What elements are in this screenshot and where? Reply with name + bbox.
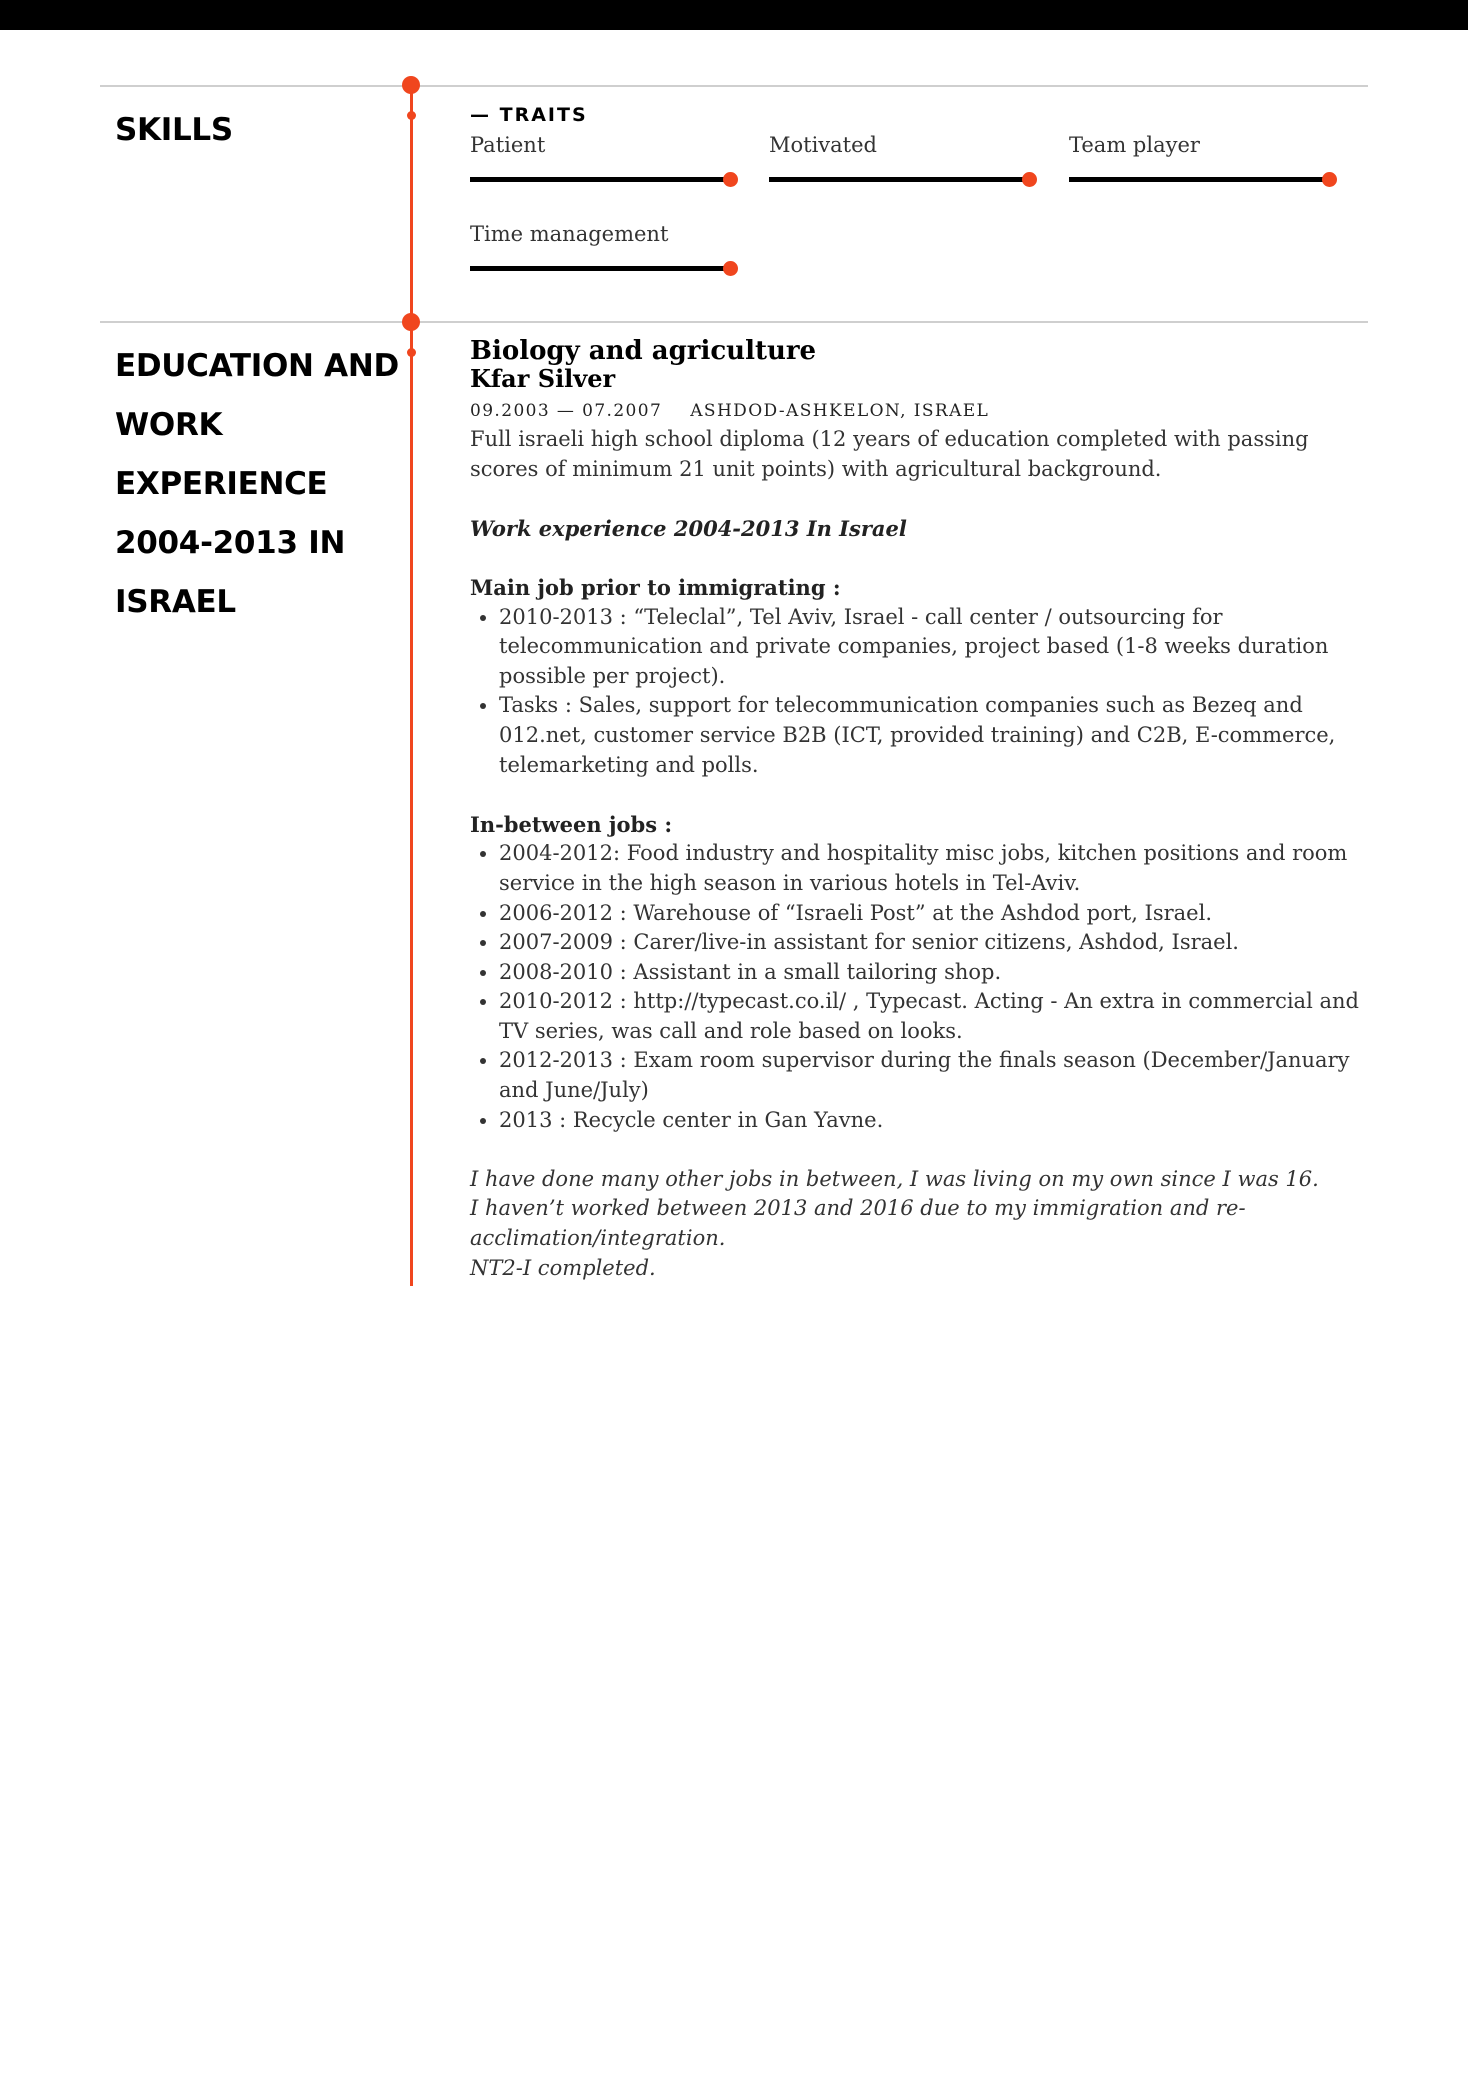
closing-note: I haven’t worked between 2013 and 2016 due to my immigration and re-acclimation/integration.	[470, 1196, 1246, 1251]
work-experience-heading: Work experience 2004-2013 In Israel	[470, 515, 907, 541]
trait-level-bar	[1069, 177, 1325, 182]
skills-heading: SKILLS	[115, 112, 233, 148]
list-item: • 2010-2012 : http://typecast.co.il/ , Typecast. Acting - An extra in commercial and TV series, was call and role based on looks.	[499, 987, 1370, 1046]
list-item: • 2004-2012: Food industry and hospitality misc jobs, kitchen positions and room service in the high season in various hotels in Tel-Aviv.	[499, 839, 1370, 898]
list-item: • 2007-2009 : Carer/live-in assistant for senior citizens, Ashdod, Israel.	[499, 928, 1370, 958]
list-item: • 2006-2012 : Warehouse of “Israeli Post” at the Ashdod port, Israel.	[499, 899, 1370, 929]
traits-label: — TRAITS	[470, 104, 588, 126]
list-item: • 2012-2013 : Exam room supervisor during the finals season (December/January and June/July)	[499, 1046, 1370, 1105]
in-between-jobs-heading: In-between jobs :	[470, 811, 673, 837]
timeline-dot-education	[402, 313, 420, 331]
education-entry	[470, 337, 1370, 1283]
entry-dates: 09.2003 — 07.2007	[470, 401, 663, 421]
degree-title: Biology and agriculture	[470, 336, 817, 366]
top-bar	[0, 0, 1468, 30]
education-description: Full israeli high school diploma (12 years of education completed with passing scores of minimum 21 unit points) with agricultural background.	[470, 427, 1309, 481]
timeline-marker-skills	[407, 111, 416, 120]
trait-name: Time management	[470, 222, 669, 246]
trait-item	[470, 222, 745, 282]
trait-level-dot	[723, 172, 738, 187]
section-divider-skills	[100, 85, 1368, 87]
in-between-jobs-list	[470, 839, 1370, 1135]
closing-note: NT2-I completed.	[470, 1255, 656, 1280]
main-job-heading: Main job prior to immigrating :	[470, 574, 841, 600]
list-item: • 2008-2010 : Assistant in a small tailoring shop.	[499, 958, 1370, 988]
education-heading: EDUCATION AND WORK EXPERIENCE 2004-2013 IN ISRAEL	[115, 348, 399, 620]
section-divider-education	[100, 321, 1368, 323]
trait-level-bar	[769, 177, 1025, 182]
entry-location: ASHDOD-ASHKELON, ISRAEL	[690, 401, 990, 421]
closing-note: I have done many other jobs in between, I was living on my own since I was 16.	[470, 1166, 1319, 1191]
trait-item	[1069, 133, 1344, 193]
trait-item	[470, 133, 745, 193]
main-job-list	[470, 603, 1370, 781]
trait-name: Motivated	[769, 133, 877, 157]
list-item: • Tasks : Sales, support for telecommunication companies such as Bezeq and 012.net, customer service B2B (ICT, provided training) and C2B, E-commerce, telemarketing and polls.	[499, 691, 1370, 780]
trait-level-dot	[1322, 172, 1337, 187]
entry-meta	[470, 399, 1370, 423]
trait-item	[769, 133, 1044, 193]
trait-name: Team player	[1069, 133, 1200, 157]
timeline-dot-skills	[402, 76, 420, 94]
trait-name: Patient	[470, 133, 546, 157]
list-item: • 2013 : Recycle center in Gan Yavne.	[499, 1106, 1370, 1136]
timeline-line	[410, 84, 413, 1286]
list-item: • 2010-2013 : “Teleclal”, Tel Aviv, Israel - call center / outsourcing for telecommunication and private companies, project based (1-8 weeks duration possible per project).	[499, 603, 1370, 692]
school-name: Kfar Silver	[470, 364, 616, 393]
timeline-marker-education	[407, 348, 416, 357]
trait-level-dot	[1022, 172, 1037, 187]
trait-level-dot	[723, 261, 738, 276]
trait-level-bar	[470, 177, 726, 182]
trait-level-bar	[470, 266, 726, 271]
